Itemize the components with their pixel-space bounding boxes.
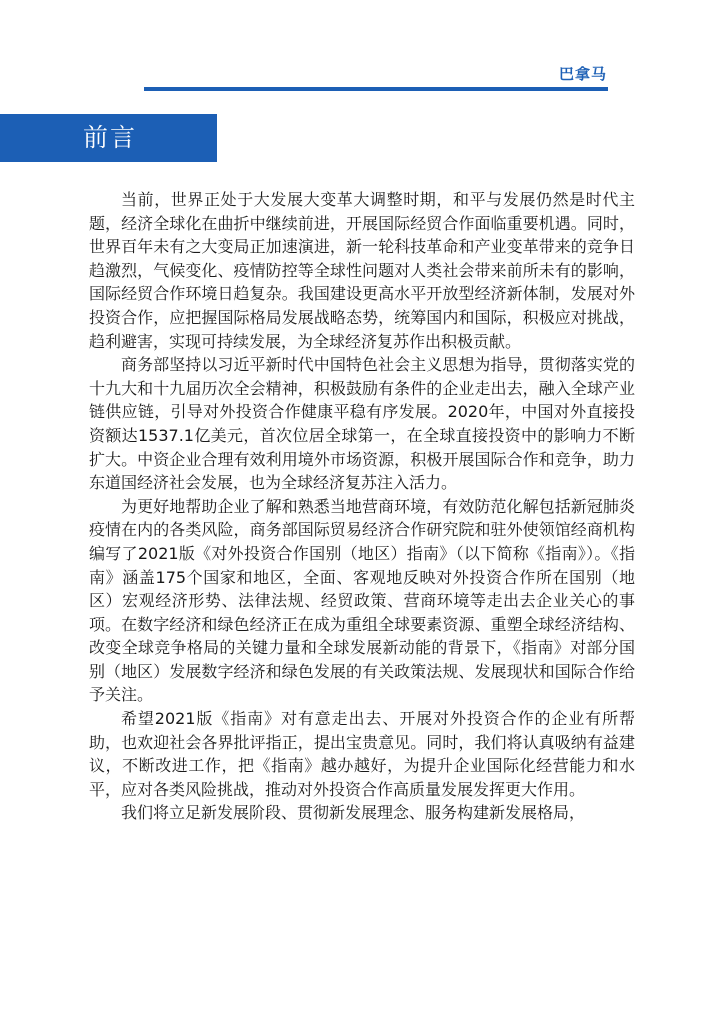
paragraph: 商务部坚持以习近平新时代中国特色社会主义思想为指导，贯彻落实党的十九大和十九届历次全会精神，积极鼓励有条件的企业走出去，融入全球产业链供应链，引导对外投资合作健康平稳有序发展。2020年，中国对外直接投资额达1537.1亿美元，首次位居全球第一，在全球直接投资中的影响力不断扩大。中资企业合理有效利用境外市场资源，积极开展国际合作和竞争，助力东道国经济社会发展，也为全球经济复苏注入活力。 — [89, 355, 635, 493]
section-title: 前言 — [83, 123, 138, 152]
paragraph: 为更好地帮助企业了解和熟悉当地营商环境，有效防范化解包括新冠肺炎疫情在内的各类风险，商务部国际贸易经济合作研究院和驻外使领馆经商机构编写了2021版《对外投资合作国别（地区）指南》（以下简称《指南》）。《指南》涵盖175个国家和地区，全面、客观地反映对外投资合作所在国别（地区）宏观经济形势、法律法规、经贸政策、营商环境等走出去企业关心的事项。在数字经济和绿色经济正在成为重组全球要素资源、重塑全球经济结构、改变全球竞争格局的关键力量和全球发展新动能的背景下，《指南》对部分国别（地区）发展数字经济和绿色发展的有关政策法规、发展现状和国际合作给予关注。 — [89, 496, 635, 705]
header-country-label: 巴拿马 — [558, 65, 607, 83]
paragraph: 我们将立足新发展阶段、贯彻新发展理念、服务构建新发展格局， — [121, 803, 586, 823]
header-divider — [144, 87, 608, 91]
paragraph: 希望2021版《指南》对有意走出去、开展对外投资合作的企业有所帮助，也欢迎社会各界批评指正，提出宝贵意见。同时，我们将认真吸纳有益建议，不断改进工作，把《指南》越办越好，为提升企业国际化经营能力和水平，应对各类风险挑战，推动对外投资合作高质量发展发挥更大作用。 — [89, 709, 635, 799]
body-text — [89, 188, 635, 825]
paragraph: 当前，世界正处于大发展大变革大调整时期，和平与发展仍然是时代主题，经济全球化在曲折中继续前进，开展国际经贸合作面临重要机遇。同时，世界百年未有之大变局正加速演进，新一轮科技革命和产业变革带来的竞争日趋激烈，气候变化、疫情防控等全球性问题对人类社会带来前所未有的影响，国际经贸合作环境日趋复杂。我国建设更高水平开放型经济新体制，发展对外投资合作，应把握国际格局发展战略态势，统筹国内和国际，积极应对挑战，趋利避害，实现可持续发展，为全球经济复苏作出积极贡献。 — [89, 190, 635, 351]
